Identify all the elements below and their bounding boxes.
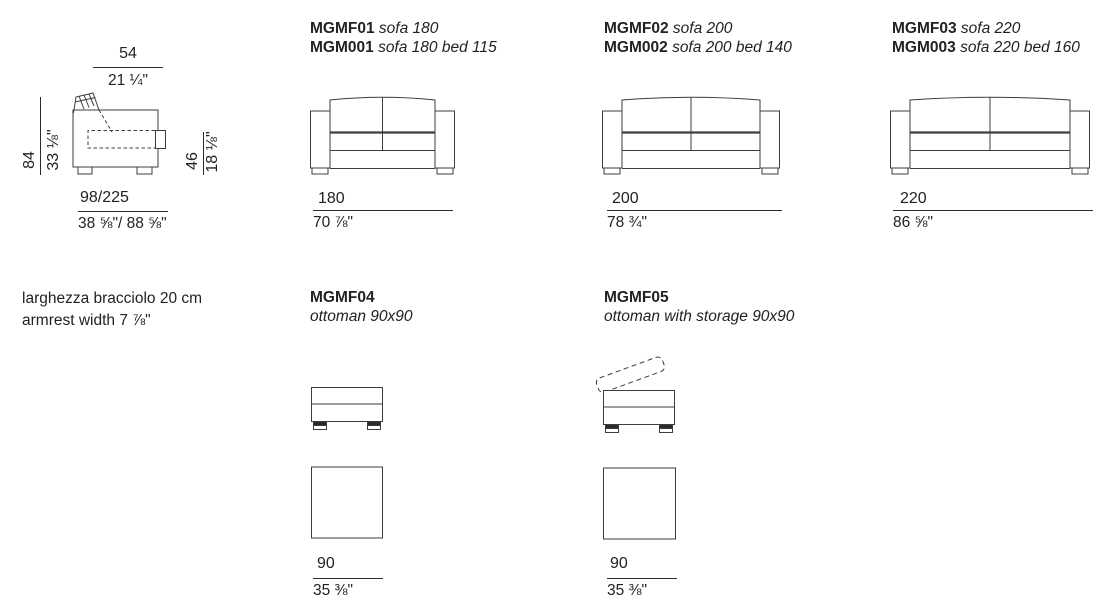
ottoman2-code: MGMF05 — [604, 289, 669, 306]
ottoman1-dim-line — [313, 578, 383, 579]
sofa2-header-line2 — [604, 39, 792, 58]
sofa3-width-in: 86 ⅝" — [893, 214, 933, 231]
sofa1-code: MGMF01 — [310, 20, 375, 37]
sofa1-width-cm: 180 — [318, 190, 345, 207]
sofa1-bed-desc: sofa 180 bed 115 — [378, 38, 497, 56]
sofa3-bed-desc: sofa 220 bed 160 — [960, 38, 1080, 56]
ottoman1-header — [310, 289, 413, 326]
sofa2-header — [604, 20, 792, 57]
sofa1-header-line1 — [310, 20, 497, 39]
ottoman1-front-view-drawing — [310, 386, 386, 432]
side-height-in: 33 ⅛" — [45, 129, 62, 171]
sofa1-width-in: 70 ⅞" — [313, 214, 353, 231]
side-height-cm: 84 — [21, 151, 38, 169]
armrest-note-italian: larghezza bracciolo 20 cm — [22, 290, 203, 307]
sofa2-width-cm: 200 — [612, 190, 639, 207]
sofa3-header — [892, 20, 1080, 57]
ottoman1-width-in: 35 ⅜" — [313, 582, 353, 599]
sofa2-width-in: 78 ¾" — [607, 214, 647, 231]
sofa1-bed-code: MGM001 — [310, 38, 374, 56]
sofa2-desc: sofa 200 — [672, 20, 733, 37]
ottoman1-desc: ottoman 90x90 — [310, 307, 413, 325]
side-height-dim-line — [40, 97, 41, 175]
sofa3-desc: sofa 220 — [960, 20, 1021, 37]
sofa3-bed-code: MGM003 — [892, 38, 956, 56]
ottoman2-dim-line — [607, 578, 677, 579]
sofa1-dim-line — [313, 210, 453, 211]
side-seat-height-in: 18 ⅛" — [204, 131, 221, 173]
sofa1-front-view-drawing — [310, 93, 456, 177]
ottoman2-width-cm: 90 — [610, 555, 628, 572]
side-base-dim-line — [78, 211, 168, 212]
ottoman2-width-in: 35 ⅜" — [607, 582, 647, 599]
sofa3-dim-line — [893, 210, 1093, 211]
ottoman2-desc: ottoman with storage 90x90 — [604, 307, 795, 325]
ottoman1-top-view-drawing — [310, 465, 386, 541]
sofa2-bed-desc: sofa 200 bed 140 — [672, 38, 792, 56]
sofa3-width-cm: 220 — [900, 190, 927, 207]
armrest-note — [22, 288, 202, 332]
sofa2-code: MGMF02 — [604, 20, 669, 37]
side-seat-height-cm: 46 — [184, 152, 201, 170]
sofa1-header — [310, 20, 497, 57]
sofa3-header-line1 — [892, 20, 1080, 39]
sofa2-dim-line — [607, 210, 782, 211]
sofa-side-view-drawing — [60, 85, 190, 185]
sofa3-code: MGMF03 — [892, 20, 957, 37]
ottoman1-code: MGMF04 — [310, 289, 375, 306]
sofa2-front-view-drawing — [602, 93, 780, 177]
sofa1-desc: sofa 180 — [378, 20, 439, 37]
ottoman2-top-view-drawing — [602, 466, 680, 542]
ottoman2-header — [604, 289, 794, 326]
side-top-dim-line — [93, 67, 163, 68]
ottoman1-width-cm: 90 — [317, 555, 335, 572]
sofa2-header-line1 — [604, 20, 792, 39]
side-base-width-in: 38 ⅝"/ 88 ⅝" — [78, 215, 167, 232]
ottoman2-front-view-drawing — [586, 352, 690, 436]
armrest-note-english: armrest width 7 ⅞" — [22, 312, 151, 329]
side-base-width-cm: 98/225 — [80, 189, 129, 206]
side-top-width-cm: 54 — [119, 45, 137, 62]
sofa3-header-line2 — [892, 39, 1080, 58]
sofa2-bed-code: MGM002 — [604, 38, 668, 56]
sofa1-header-line2 — [310, 39, 497, 58]
side-top-width-in: 21 ¼" — [108, 72, 148, 89]
sofa3-front-view-drawing — [890, 93, 1090, 177]
